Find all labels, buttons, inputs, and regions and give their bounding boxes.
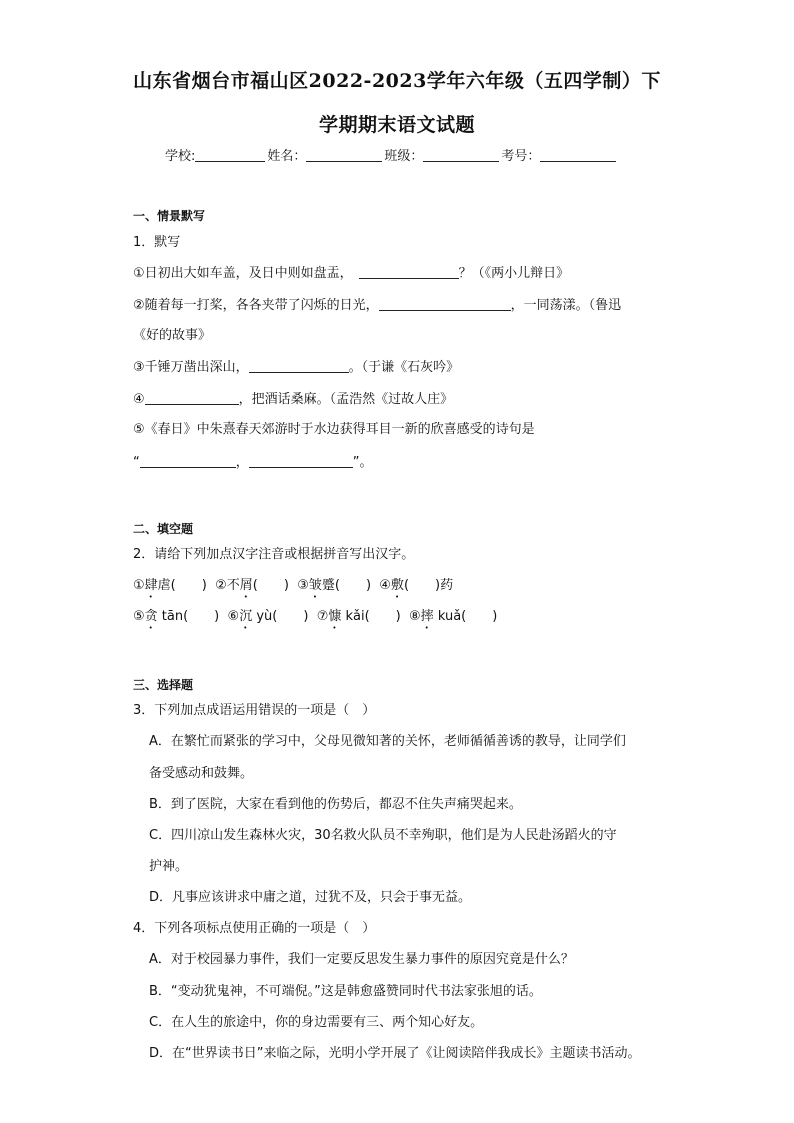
q1-item2-text: ②随着每一打桨，各各夹带了闪烁的日光， — [133, 298, 379, 313]
q2-item8-post: kuǎ( ) — [433, 609, 498, 624]
q1-item5-blank2[interactable] — [249, 453, 353, 468]
name-label: 姓名： — [267, 149, 307, 164]
q1-item4-source: ，把酒话桑麻。（孟浩然《过故人庄》 — [238, 392, 454, 407]
q2-stem: 2．请给下列加点汉字注音或根据拼音写出汉字。 — [133, 547, 415, 562]
name-blank[interactable] — [306, 147, 382, 162]
q4-option-c[interactable]: C．在人生的旅途中，你的身边需要有三、两个知心好友。 — [149, 1015, 484, 1030]
q2-item7-post: kǎi( ) — [341, 609, 401, 624]
q1-item4-blank[interactable] — [145, 390, 239, 405]
q2-item4-post: ( )药 — [403, 578, 454, 593]
q1-item1-blank[interactable] — [359, 264, 459, 279]
section1-heading: 一、情景默写 — [133, 209, 206, 223]
q4-option-b[interactable]: B．“变动犹鬼神，不可端倪。”这是韩愈盛赞同时代书法家张旭的话。 — [149, 984, 542, 999]
q2-item3-post: 蹙( ) — [321, 578, 372, 593]
q3-option-d[interactable]: D．凡事应该讲求中庸之道，过犹不及，只会于事无益。 — [149, 890, 472, 905]
q2-item4-num: ④ — [379, 578, 391, 593]
q2-item5[interactable] — [133, 609, 219, 624]
q2-item6-post: yù( ) — [252, 609, 309, 624]
q2-item2-pre: 不 — [226, 578, 240, 593]
q2-item4[interactable] — [379, 578, 453, 593]
q1-item2-blank[interactable] — [379, 296, 511, 311]
school-label: 学校: — [165, 149, 196, 164]
q2-item1[interactable] — [133, 578, 207, 593]
q1-item3-text: ③千锤万凿出深山， — [133, 360, 249, 375]
q2-item2-num: ② — [215, 578, 227, 593]
q1-item4 — [133, 390, 453, 409]
exam-title-line1: 山东省烟台市福山区2022-2023学年六年级（五四学制）下 — [133, 70, 661, 92]
q3-option-a[interactable]: A．在繁忙而紧张的学习中，父母见微知著的关怀，老师循循善诱的教导，让同学们 — [149, 734, 626, 749]
q2-item3-dotted-char: 皱 — [308, 578, 322, 593]
section3-heading: 三、选择题 — [133, 678, 194, 692]
q2-item5-num: ⑤ — [133, 609, 145, 624]
q2-row1 — [133, 577, 453, 601]
q2-row2 — [133, 608, 497, 632]
number-label: 考号： — [501, 149, 541, 164]
q2-item6[interactable] — [228, 609, 309, 624]
q1-item4-num: ④ — [133, 392, 145, 407]
q2-item4-dotted-char: 敷 — [390, 578, 404, 593]
q3-option-c[interactable]: C．四川凉山发生森林火灾，30名救火队员不幸殉职，他们是为人民赴汤蹈火的守 — [149, 828, 617, 843]
q2-item1-post: 虐( ) — [157, 578, 207, 593]
q2-item3-num: ③ — [297, 578, 309, 593]
q2-item7-char: 慷 — [328, 609, 342, 624]
q1-item1 — [133, 264, 569, 283]
q3-option-b[interactable]: B．到了医院，大家在看到他的伤势后，都忍不住失声痛哭起来。 — [149, 797, 522, 812]
q2-item2[interactable] — [215, 578, 289, 593]
q1-item5-open-quote: “ — [133, 455, 140, 470]
class-blank[interactable] — [423, 147, 499, 162]
q4-option-d[interactable]: D．在“世界读书日”来临之际，光明小学开展了《让阅读陪伴我成长》主题读书活动。 — [149, 1046, 641, 1061]
q3-option-c-cont: 护神。 — [149, 859, 189, 874]
q2-item7-num: ⑦ — [316, 609, 329, 624]
q2-item7[interactable] — [317, 609, 401, 624]
q1-item5-blank1[interactable] — [140, 453, 236, 468]
q1-item5-answer — [133, 453, 373, 472]
q1-label: 1．默写 — [133, 235, 181, 250]
q1-item5-comma: ， — [235, 455, 249, 470]
q1-item2 — [133, 296, 621, 315]
q4-option-a[interactable]: A．对于校园暴力事件，我们一定要反思发生暴力事件的原因究竟是什么？ — [149, 952, 574, 967]
number-blank[interactable] — [540, 147, 616, 162]
q2-item6-char: 沉 — [239, 609, 253, 624]
q1-item3-blank[interactable] — [249, 358, 349, 373]
q2-item2-post: ( ) — [252, 578, 289, 593]
exam-title-line2: 学期期末语文试题 — [318, 114, 475, 136]
q1-item5: ⑤《春日》中朱熹春天郊游时于水边获得耳目一新的欣喜感受的诗句是 — [133, 422, 535, 437]
q2-item8[interactable] — [409, 609, 497, 624]
q2-item5-char: 贪 — [144, 609, 158, 624]
q1-item2-cont: 《好的故事》 — [133, 328, 212, 343]
q1-item1-source: ？（《两小儿辩日》 — [458, 266, 570, 281]
student-info-row — [165, 145, 618, 164]
q2-item6-num: ⑥ — [227, 609, 240, 624]
q2-item8-char: 摔 — [420, 609, 434, 624]
q2-item8-num: ⑧ — [409, 609, 421, 624]
q1-item3-source: 。（于谦《石灰吟》 — [348, 360, 460, 375]
q1-item5-close-quote: ”。 — [352, 455, 373, 470]
q2-item1-dotted-char: 肆 — [144, 578, 158, 593]
q4-stem: 4．下列各项标点使用正确的一项是（ ） — [133, 921, 376, 936]
q3-option-a-cont: 备受感动和鼓舞。 — [149, 766, 254, 781]
section2-heading: 二、填空题 — [133, 522, 194, 536]
q3-stem: 3．下列加点成语运用错误的一项是（ ） — [133, 703, 376, 718]
q2-item1-num: ① — [133, 578, 145, 593]
q1-item3 — [133, 358, 459, 377]
class-label: 班级： — [384, 149, 424, 164]
q1-item1-text: ①日初出大如车盖，及日中则如盘盂， — [133, 266, 353, 281]
q2-item2-dotted-char: 屑 — [239, 578, 253, 593]
q2-item5-post: tān( ) — [157, 609, 220, 624]
q1-item2-source: ，一同荡漾。（鲁迅 — [510, 298, 622, 313]
q2-item3[interactable] — [297, 578, 371, 593]
school-blank[interactable] — [195, 147, 265, 162]
